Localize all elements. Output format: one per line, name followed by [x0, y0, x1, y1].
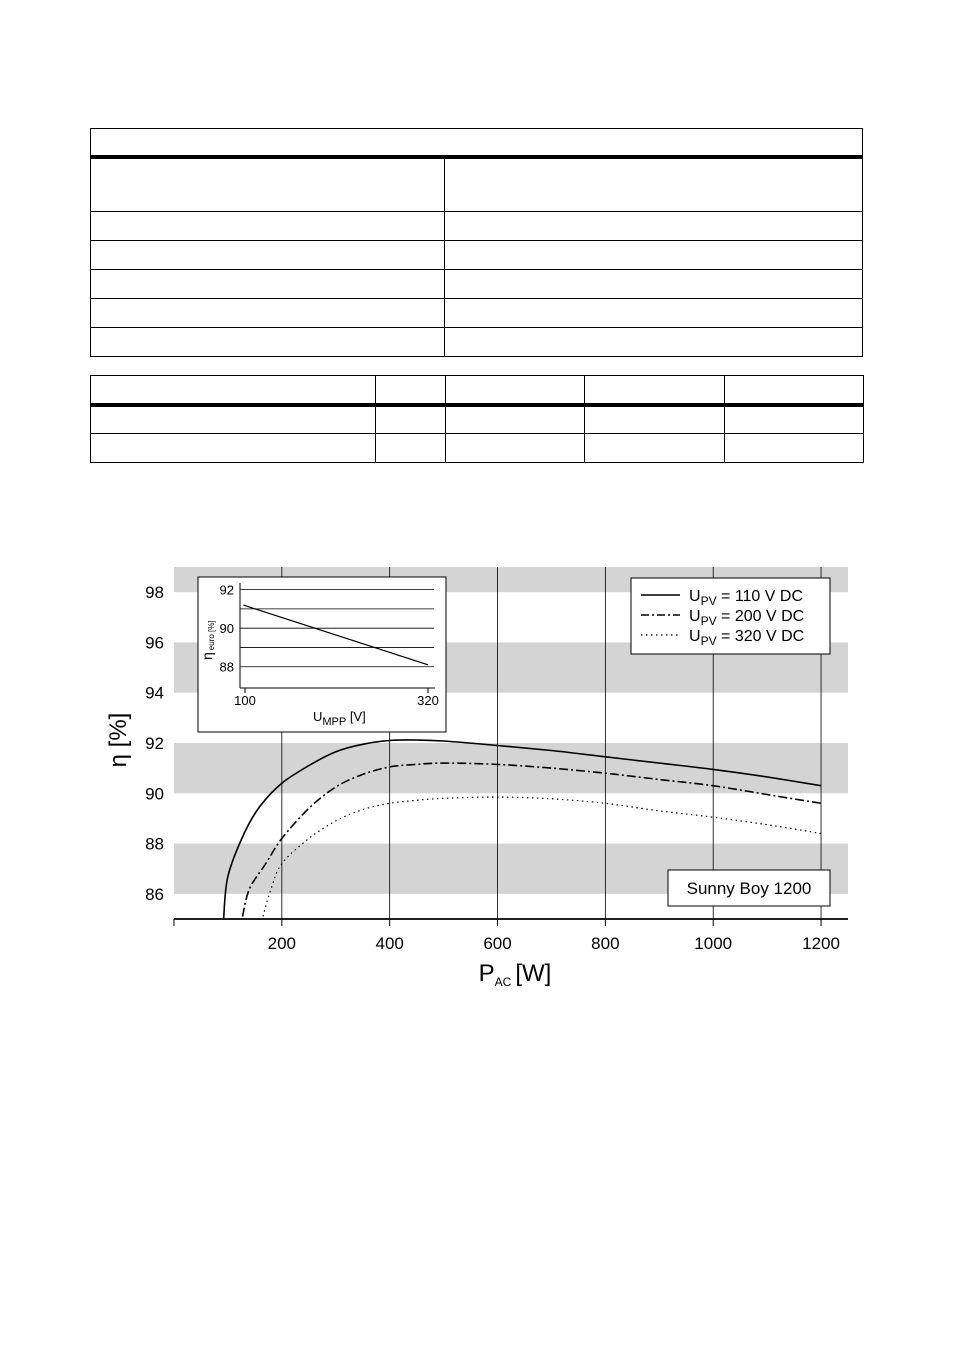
y-axis-label: η [%]	[105, 712, 132, 768]
y-tick-label-98: 98	[145, 583, 164, 603]
x-tick-label-1000: 1000	[694, 934, 733, 953]
legend-label-110: $U_{PV} = 110$ V DC	[689, 588, 803, 608]
x-tick-label-200: 200	[267, 934, 297, 953]
inset-chart	[198, 577, 446, 732]
y-tick-label-94: 94	[145, 683, 164, 703]
inset-y-tick-92: 92	[219, 582, 234, 598]
x-tick-label-400: 400	[375, 934, 404, 953]
legend	[631, 578, 830, 654]
inset-y-label: ηeuro [%]	[199, 620, 216, 660]
y-tick-label-88: 88	[145, 834, 164, 854]
legend-label-320: $U_{PV} = 320$ V DC	[689, 628, 805, 648]
y-tick-label-90: 90	[145, 784, 164, 804]
model-label: Sunny Boy 1200	[686, 879, 812, 898]
legend-label-200: $U_{PV} = 200$ V DC	[689, 608, 805, 628]
y-tick-label-86: 86	[145, 884, 164, 904]
inset-x-tick-100: 100	[234, 693, 256, 708]
inset-x-tick-320: 320	[417, 693, 439, 708]
inset-y-tick-88: 88	[219, 659, 234, 675]
x-tick-label-800: 800	[591, 934, 620, 953]
x-axis-label: $P_{AC}$ [W]	[478, 960, 552, 989]
x-tick-label-600: 600	[483, 934, 512, 953]
y-tick-label-92: 92	[145, 734, 164, 753]
inset-y-tick-90: 90	[219, 621, 234, 637]
x-tick-label-1200: 1200	[802, 934, 840, 953]
inset-x-label: $U_{MPP}$ [V]	[313, 709, 366, 728]
y-tick-label-96: 96	[145, 633, 164, 653]
band-2	[174, 743, 848, 793]
model-annotation	[668, 870, 830, 906]
